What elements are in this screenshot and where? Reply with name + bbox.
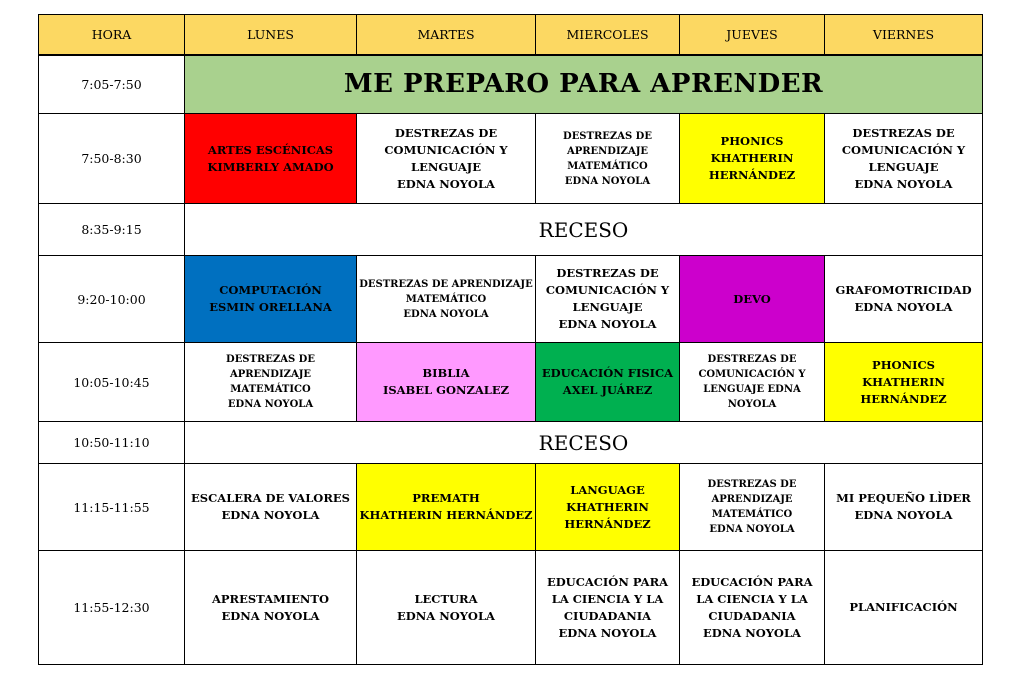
class-cell-line: EDNA NOYOLA	[227, 399, 314, 410]
time-slot: 9:20-10:00	[39, 256, 185, 343]
class-cell-line: DESTREZAS DE	[707, 354, 797, 365]
class-cell-line: EDUCACIÓN PARA	[546, 574, 669, 589]
class-cell-line: DESTREZAS DE	[556, 266, 659, 280]
class-cell-line: LA CIENCIA Y LA	[696, 591, 808, 606]
class-cell-line: COMUNICACIÓN Y	[384, 142, 508, 157]
class-cell-line: DESTREZAS DE APRENDIZAJE	[226, 354, 315, 380]
class-cell-line: EDNA NOYOLA	[397, 608, 495, 623]
schedule-row	[39, 343, 983, 422]
header-day-lunes: LUNES	[185, 15, 357, 55]
class-cell-line: EDNA NOYOLA	[221, 608, 320, 623]
class-cell	[357, 551, 536, 665]
class-cell-line: MATEMÁTICO	[567, 160, 648, 172]
class-cell-line: EDNA NOYOLA	[709, 524, 795, 535]
class-cell-line: PREMATH	[412, 491, 480, 505]
class-cell-line: HERNÁNDEZ	[564, 516, 651, 531]
class-cell-line: EDNA NOYOLA	[854, 508, 953, 522]
class-cell-line: KIMBERLY AMADO	[207, 159, 334, 174]
class-cell-line: LENGUAJE	[411, 159, 481, 174]
schedule-row	[39, 114, 983, 204]
class-cell-line: KHATHERIN HERNÁNDEZ	[359, 508, 533, 522]
class-cell	[536, 256, 680, 343]
class-cell-line: CIUDADANIA	[563, 608, 652, 623]
class-cell-line: LECTURA	[414, 591, 478, 606]
schedule-row	[39, 422, 983, 464]
class-cell-line: EDNA NOYOLA	[854, 300, 953, 314]
schedule-row	[39, 256, 983, 343]
class-cell-line: EDNA NOYOLA	[703, 625, 801, 640]
class-cell-line: NOYOLA	[727, 399, 777, 410]
class-cell	[536, 551, 680, 665]
schedule-row	[39, 551, 983, 665]
class-cell	[357, 343, 536, 422]
class-cell	[357, 114, 536, 204]
class-cell-line: MATEMÁTICO	[405, 293, 487, 305]
class-cell-line: PLANIFICACIÓN	[849, 600, 958, 614]
class-cell	[680, 343, 825, 422]
class-cell-line: MI PEQUEÑO LÌDER	[836, 491, 971, 505]
class-cell-line: KHATHERIN	[862, 374, 945, 389]
schedule-body	[39, 55, 983, 665]
class-cell	[185, 114, 357, 204]
time-slot: 8:35-9:15	[39, 204, 185, 256]
class-cell-line: LANGUAGE	[570, 482, 645, 497]
class-cell	[536, 114, 680, 204]
class-cell-line: DESTREZAS DE	[852, 125, 955, 140]
class-cell	[825, 114, 983, 204]
header-row	[39, 15, 983, 55]
class-cell-line: PHONICS	[720, 134, 784, 148]
recess-cell: RECESO	[185, 422, 983, 464]
schedule-row	[39, 464, 983, 551]
class-cell	[185, 551, 357, 665]
class-cell-line: KHATHERIN	[566, 499, 649, 514]
class-cell-line: DESTREZAS DE APRENDIZAJE	[359, 278, 533, 290]
recess-cell: RECESO	[185, 204, 983, 256]
class-cell-line: EDNA NOYOLA	[403, 308, 489, 320]
class-cell-line: COMUNICACIÓN Y	[841, 142, 966, 157]
class-cell	[680, 551, 825, 665]
header-hora: HORA	[39, 15, 185, 55]
header-day-martes: MARTES	[357, 15, 536, 55]
header-day-miercoles: MIERCOLES	[536, 15, 680, 55]
class-cell	[825, 343, 983, 422]
header-day-jueves: JUEVES	[680, 15, 825, 55]
banner-cell: ME PREPARO PARA APRENDER	[185, 55, 983, 114]
class-cell	[185, 464, 357, 551]
class-cell	[825, 256, 983, 343]
class-cell-line: AXEL JUÁREZ	[562, 383, 653, 397]
class-cell-line: GRAFOMOTRICIDAD	[835, 283, 972, 297]
class-cell-line: APRENDIZAJE	[566, 145, 649, 157]
class-cell	[825, 551, 983, 665]
class-cell-line: EDNA NOYOLA	[854, 176, 953, 191]
class-cell-line: ARTES ESCÉNICAS	[207, 142, 334, 157]
schedule-row	[39, 55, 983, 114]
class-cell	[825, 464, 983, 551]
class-cell-line: EDNA NOYOLA	[564, 175, 651, 187]
class-cell-line: APRESTAMIENTO	[211, 591, 329, 606]
class-cell	[185, 256, 357, 343]
class-cell	[680, 256, 825, 343]
class-cell-line: MATEMÁTICO	[230, 384, 311, 395]
header-day-viernes: VIERNES	[825, 15, 983, 55]
class-cell-line: COMUNICACIÓN Y	[545, 283, 670, 297]
class-cell-line: PHONICS	[872, 357, 935, 372]
class-schedule-table	[38, 14, 983, 665]
class-cell-line: LENGUAJE	[868, 159, 939, 174]
class-cell	[536, 464, 680, 551]
class-cell-line: LENGUAJE	[572, 300, 643, 314]
class-cell-line: HERNÁNDEZ	[860, 391, 947, 406]
class-cell-line: CIUDADANIA	[708, 608, 796, 623]
class-cell-line: DESTREZAS DE	[707, 479, 797, 490]
class-cell	[357, 464, 536, 551]
time-slot: 7:05-7:50	[39, 55, 185, 114]
class-cell-line: EDNA NOYOLA	[558, 317, 657, 331]
class-cell-line: ESMIN ORELLANA	[209, 300, 332, 314]
class-cell-line: DESTREZAS DE	[563, 130, 652, 142]
class-cell-line: BIBLIA	[422, 366, 470, 380]
time-slot: 11:15-11:55	[39, 464, 185, 551]
class-cell	[536, 343, 680, 422]
class-cell-line: EDNA NOYOLA	[558, 625, 657, 640]
class-cell-line: APRENDIZAJE	[711, 494, 793, 505]
class-cell-line: LENGUAJE EDNA	[703, 384, 801, 395]
class-cell-line: LA CIENCIA Y LA	[551, 591, 664, 606]
class-cell-line: MATEMÁTICO	[711, 509, 793, 520]
class-cell-line: DESTREZAS DE	[394, 125, 498, 140]
class-cell-line: EDUCACIÓN FISICA	[541, 366, 674, 380]
class-cell-line: EDNA NOYOLA	[221, 508, 320, 522]
time-slot: 7:50-8:30	[39, 114, 185, 204]
class-cell	[680, 464, 825, 551]
time-slot: 10:05-10:45	[39, 343, 185, 422]
schedule-row	[39, 204, 983, 256]
class-cell-line: DEVO	[733, 291, 771, 306]
class-cell-line: COMUNICACIÓN Y	[698, 369, 806, 380]
class-cell-line: KHATHERIN	[710, 151, 794, 165]
time-slot: 11:55-12:30	[39, 551, 185, 665]
class-cell	[357, 256, 536, 343]
class-cell	[680, 114, 825, 204]
class-cell-line: EDNA NOYOLA	[397, 176, 495, 191]
class-cell-line: HERNÁNDEZ	[708, 168, 796, 182]
class-cell-line: ISABEL GONZALEZ	[382, 383, 510, 397]
class-cell-line: EDUCACIÓN PARA	[691, 574, 813, 589]
time-slot: 10:50-11:10	[39, 422, 185, 464]
class-cell-line: ESCALERA DE VALORES	[191, 491, 350, 505]
class-cell	[185, 343, 357, 422]
class-cell-line: COMPUTACIÓN	[219, 283, 322, 297]
